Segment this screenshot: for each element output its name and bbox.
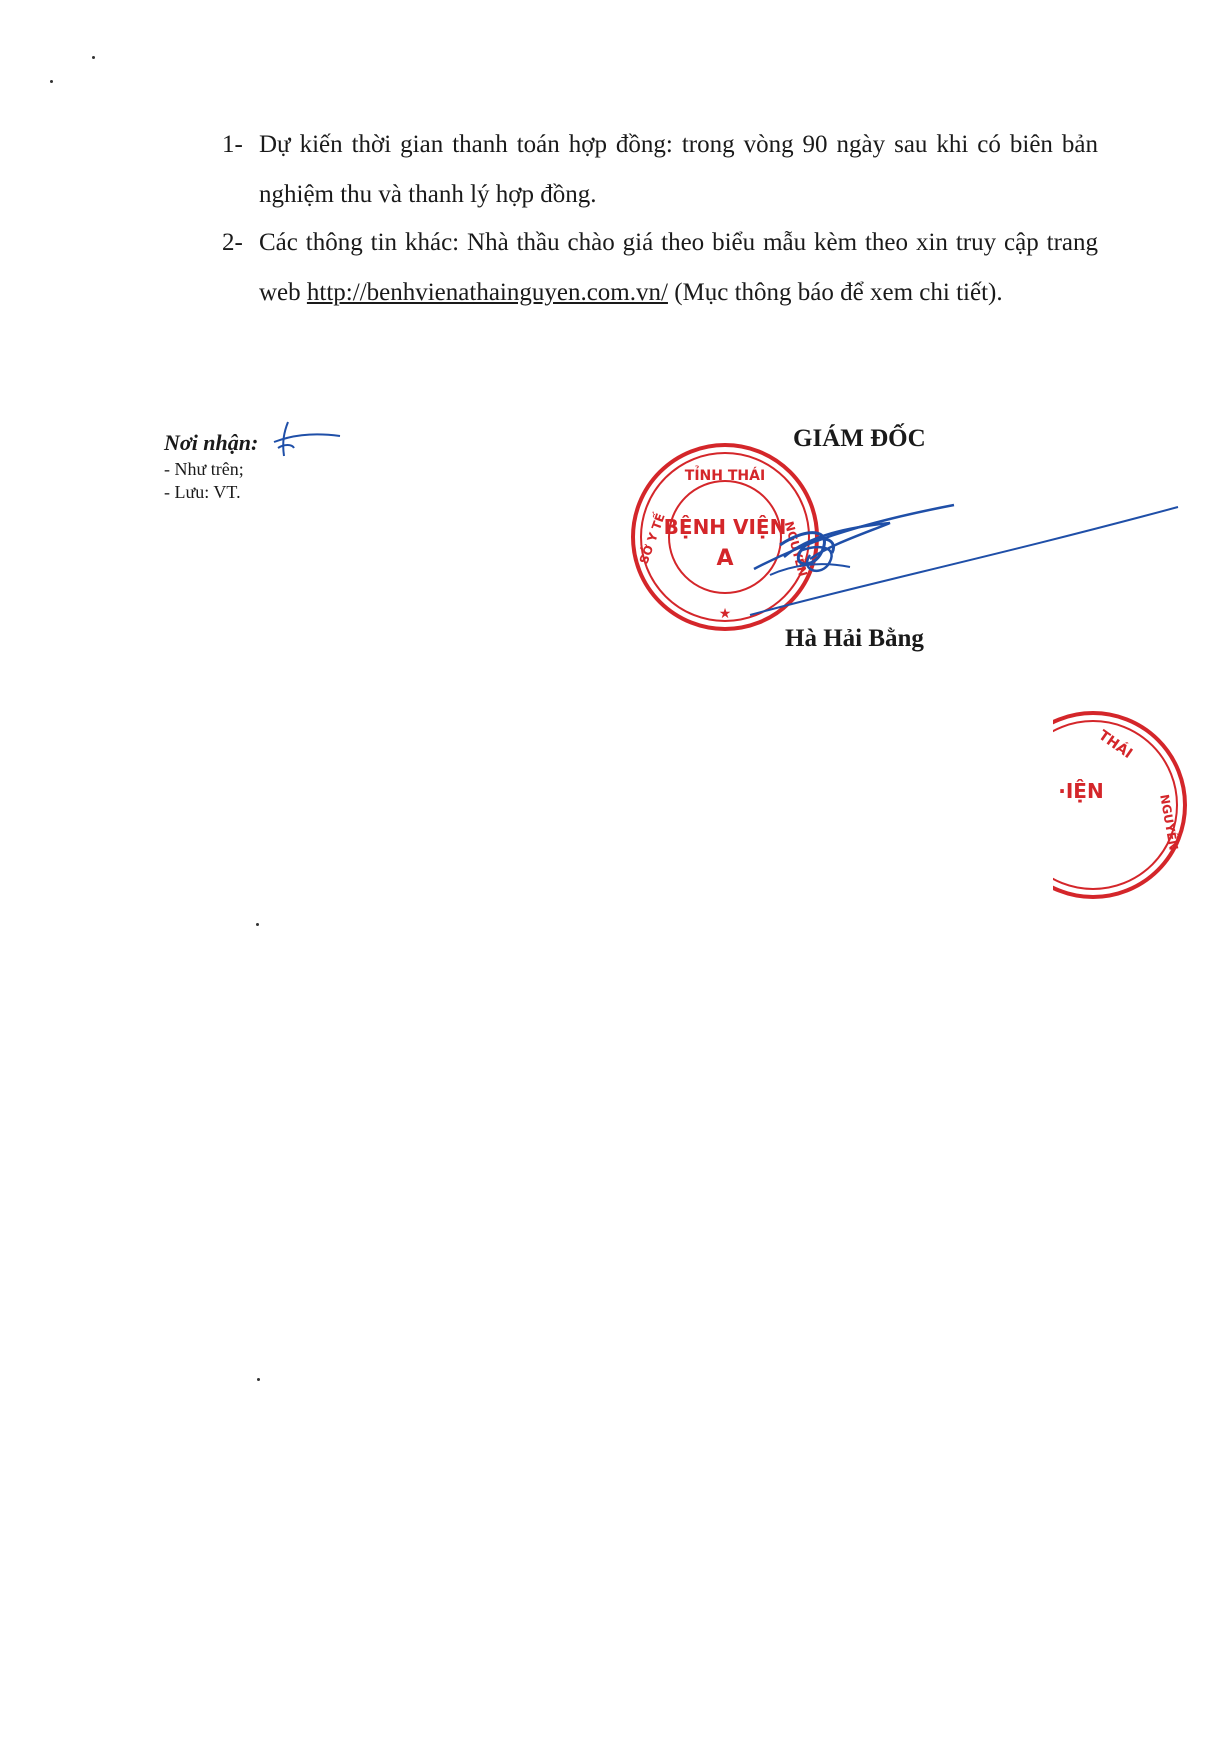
list-item-other-info <box>222 218 1098 318</box>
partial-seal-ring-top: THÁI <box>1095 727 1136 762</box>
scan-speck <box>50 80 53 83</box>
list-item-text <box>259 218 1098 318</box>
signature-title: GIÁM ĐỐC <box>793 425 926 452</box>
partial-seal-center-text: ·IỆN <box>1058 779 1104 803</box>
seal-star-icon: ★ <box>718 606 732 622</box>
recipients-block <box>164 428 258 504</box>
seal-center-text: BỆNH VIỆN <box>663 515 787 539</box>
list-item-number: 2- <box>222 229 243 256</box>
partial-seal <box>1053 708 1223 902</box>
list-item-text-after: (Mục thông báo để xem chi tiết). <box>674 279 1003 306</box>
handwritten-signature <box>740 495 1180 635</box>
list-item-text: Dự kiến thời gian thanh toán hợp đồng: trong vòng 90 ngày sau khi có biên bản nghiệm thu và thanh lý hợp đồng. <box>259 131 1098 208</box>
list-item-payment-time <box>222 120 1098 220</box>
initial-mark <box>270 420 350 460</box>
recipients-title: Nơi nhận: <box>164 430 259 455</box>
seal-ring-left: SỞ Y TẾ <box>636 511 668 566</box>
seal-ring-top: TỈNH THÁI <box>684 468 766 484</box>
seal-ring-right: NGUYÊN <box>781 519 810 579</box>
recipient-line: - Như trên; <box>164 459 244 479</box>
signer-name: Hà Hải Bằng <box>785 625 924 652</box>
recipient-line: - Lưu: VT. <box>164 482 241 502</box>
list-item-number: 1- <box>222 131 243 158</box>
seal-letter: A <box>716 546 734 571</box>
list-item-text-before: Các thông tin khác: Nhà thầu chào giá theo biểu mẫu kèm theo xin truy cập trang web <box>259 229 1098 306</box>
website-link[interactable]: http://benhvienathainguyen.com.vn/ <box>306 279 668 306</box>
scan-speck <box>257 1378 260 1381</box>
partial-seal-ring-right: NGUYÊN <box>1157 793 1181 852</box>
scan-speck <box>92 56 95 59</box>
scan-speck <box>256 923 259 926</box>
